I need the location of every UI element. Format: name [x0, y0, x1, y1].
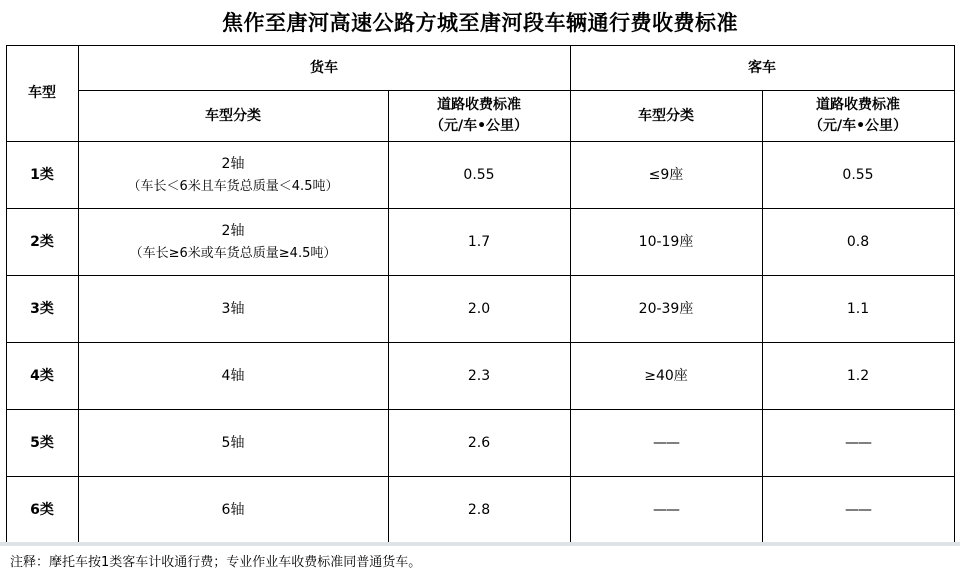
row-truck-rate: 2.8	[388, 477, 570, 544]
header-bus-group: 客车	[570, 46, 954, 91]
header-truck-group: 货车	[78, 46, 570, 91]
row-bus-class: ——	[570, 477, 762, 544]
row-truck-rate: 2.0	[388, 276, 570, 343]
footer-strip	[0, 542, 960, 546]
row-bus-rate: ——	[762, 477, 954, 544]
row-bus-rate: ——	[762, 410, 954, 477]
row-truck-class-main: 2轴	[221, 223, 245, 240]
row-truck-class-main: 4轴	[221, 367, 245, 384]
table-row	[6, 477, 954, 544]
row-truck-rate: 0.55	[388, 142, 570, 209]
header-bus-class: 车型分类	[570, 91, 762, 142]
row-vehicle-type: 6类	[6, 477, 78, 544]
table-row	[6, 410, 954, 477]
table-row	[6, 142, 954, 209]
table-row	[6, 276, 954, 343]
header-truck-rate	[388, 91, 570, 142]
header-truck-class: 车型分类	[78, 91, 388, 142]
row-bus-rate: 0.55	[762, 142, 954, 209]
table-note: 注释：摩托车按1类客车计收通行费；专业作业车收费标准同普通货车。	[10, 555, 422, 571]
row-truck-class	[78, 209, 388, 276]
header-truck-rate-line1: 道路收费标准	[437, 97, 521, 114]
row-vehicle-type: 5类	[6, 410, 78, 477]
header-bus-rate-line1: 道路收费标准	[816, 97, 900, 114]
row-bus-rate: 1.2	[762, 343, 954, 410]
row-bus-class: ——	[570, 410, 762, 477]
row-truck-class	[78, 276, 388, 343]
row-truck-class	[78, 343, 388, 410]
table-header-row-groups	[6, 46, 954, 91]
row-truck-class	[78, 477, 388, 544]
row-bus-class: ≥40座	[570, 343, 762, 410]
row-bus-class: ≤9座	[570, 142, 762, 209]
header-bus-rate-line2: （元/车•公里）	[808, 118, 908, 135]
table-header-row-subs	[6, 91, 954, 142]
row-bus-class: 10-19座	[570, 209, 762, 276]
row-vehicle-type: 3类	[6, 276, 78, 343]
row-bus-rate: 1.1	[762, 276, 954, 343]
row-truck-class-main: 2轴	[221, 156, 245, 173]
row-truck-class-main: 5轴	[221, 434, 245, 451]
row-truck-class	[78, 410, 388, 477]
toll-fee-table	[6, 45, 955, 544]
row-vehicle-type: 2类	[6, 209, 78, 276]
header-truck-rate-line2: （元/车•公里）	[429, 118, 529, 135]
row-truck-class-main: 6轴	[221, 501, 245, 518]
header-vehicle-type: 车型	[6, 46, 78, 142]
table-row	[6, 343, 954, 410]
row-truck-rate: 2.3	[388, 343, 570, 410]
row-vehicle-type: 4类	[6, 343, 78, 410]
row-vehicle-type: 1类	[6, 142, 78, 209]
row-truck-class-main: 3轴	[221, 300, 245, 317]
header-bus-rate	[762, 91, 954, 142]
page-title: 焦作至唐河高速公路方城至唐河段车辆通行费收费标准	[222, 11, 738, 35]
row-truck-rate: 2.6	[388, 410, 570, 477]
row-truck-class	[78, 142, 388, 209]
row-bus-rate: 0.8	[762, 209, 954, 276]
table-row	[6, 209, 954, 276]
row-truck-class-note: （车长＜6米且车货总质量＜4.5吨）	[127, 179, 339, 195]
row-truck-class-note: （车长≥6米或车货总质量≥4.5吨）	[129, 246, 337, 262]
row-truck-rate: 1.7	[388, 209, 570, 276]
row-bus-class: 20-39座	[570, 276, 762, 343]
